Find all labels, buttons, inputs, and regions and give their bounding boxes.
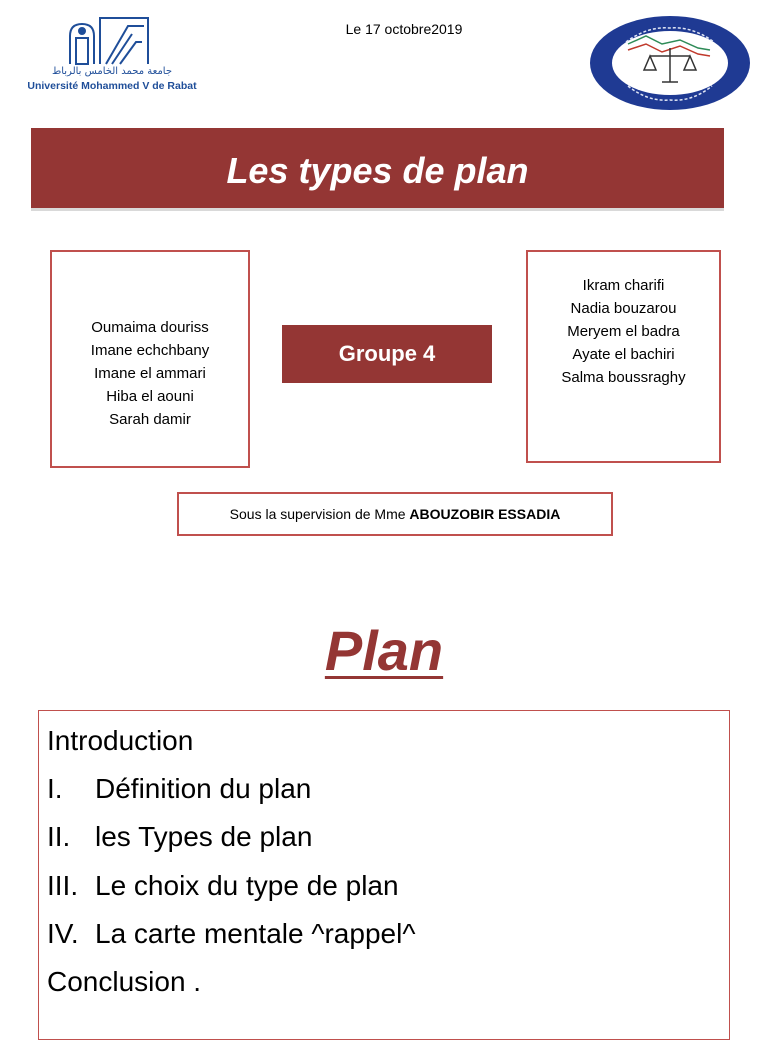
member-name: Oumaima douriss [91, 319, 209, 336]
members-list-left [52, 316, 248, 431]
university-emblem [70, 18, 148, 64]
members-box-right [526, 250, 721, 463]
members-box-left [50, 250, 250, 468]
plan-conclusion: Conclusion . [47, 966, 202, 998]
plan-item-number: IV. [47, 917, 79, 949]
plan-title: Plan [324, 619, 444, 682]
plan-intro: Introduction [47, 725, 194, 756]
plan-item-text: La carte mentale ^rappel^ [95, 917, 416, 949]
page-title: Les types de plan [226, 150, 529, 191]
plan-item [47, 765, 721, 813]
date-label: Le 17 octobre2019 [345, 21, 463, 37]
plan-item-text: Définition du plan [95, 773, 312, 805]
faculty-logo [588, 14, 752, 112]
plan-box [38, 710, 730, 1040]
member-name: Sarah damir [109, 411, 191, 428]
plan-item-text: Le choix du type de plan [95, 869, 399, 901]
university-name-french: Université Mohammed V de Rabat [27, 80, 197, 92]
member-name: Nadia bouzarou [570, 300, 677, 317]
university-name-arabic: جامعة محمد الخامس بالرباط [51, 66, 173, 77]
members-list-right [528, 274, 719, 389]
plan-item [47, 862, 721, 910]
member-name: Ayate el bachiri [572, 346, 675, 363]
member-name: Salma boussraghy [561, 369, 686, 386]
member-name: Hiba el aouni [106, 388, 194, 405]
group-label: Groupe 4 [282, 325, 492, 383]
plan-item [47, 910, 721, 958]
member-name: Ikram charifi [582, 277, 665, 294]
member-name: Imane el ammari [94, 365, 206, 382]
plan-item [47, 813, 721, 861]
supervision-box [177, 492, 613, 536]
plan-item-number: II. [47, 821, 71, 853]
member-name: Imane echchbany [90, 342, 210, 359]
supervision-prefix: Sous la supervision de Mme [229, 506, 410, 522]
supervisor-name: ABOUZOBIR ESSADIA [409, 506, 561, 522]
plan-item-number: III. [47, 869, 79, 901]
plan-item-number: I. [47, 773, 63, 805]
member-name: Meryem el badra [567, 323, 680, 340]
plan-item-text: les Types de plan [95, 821, 313, 853]
